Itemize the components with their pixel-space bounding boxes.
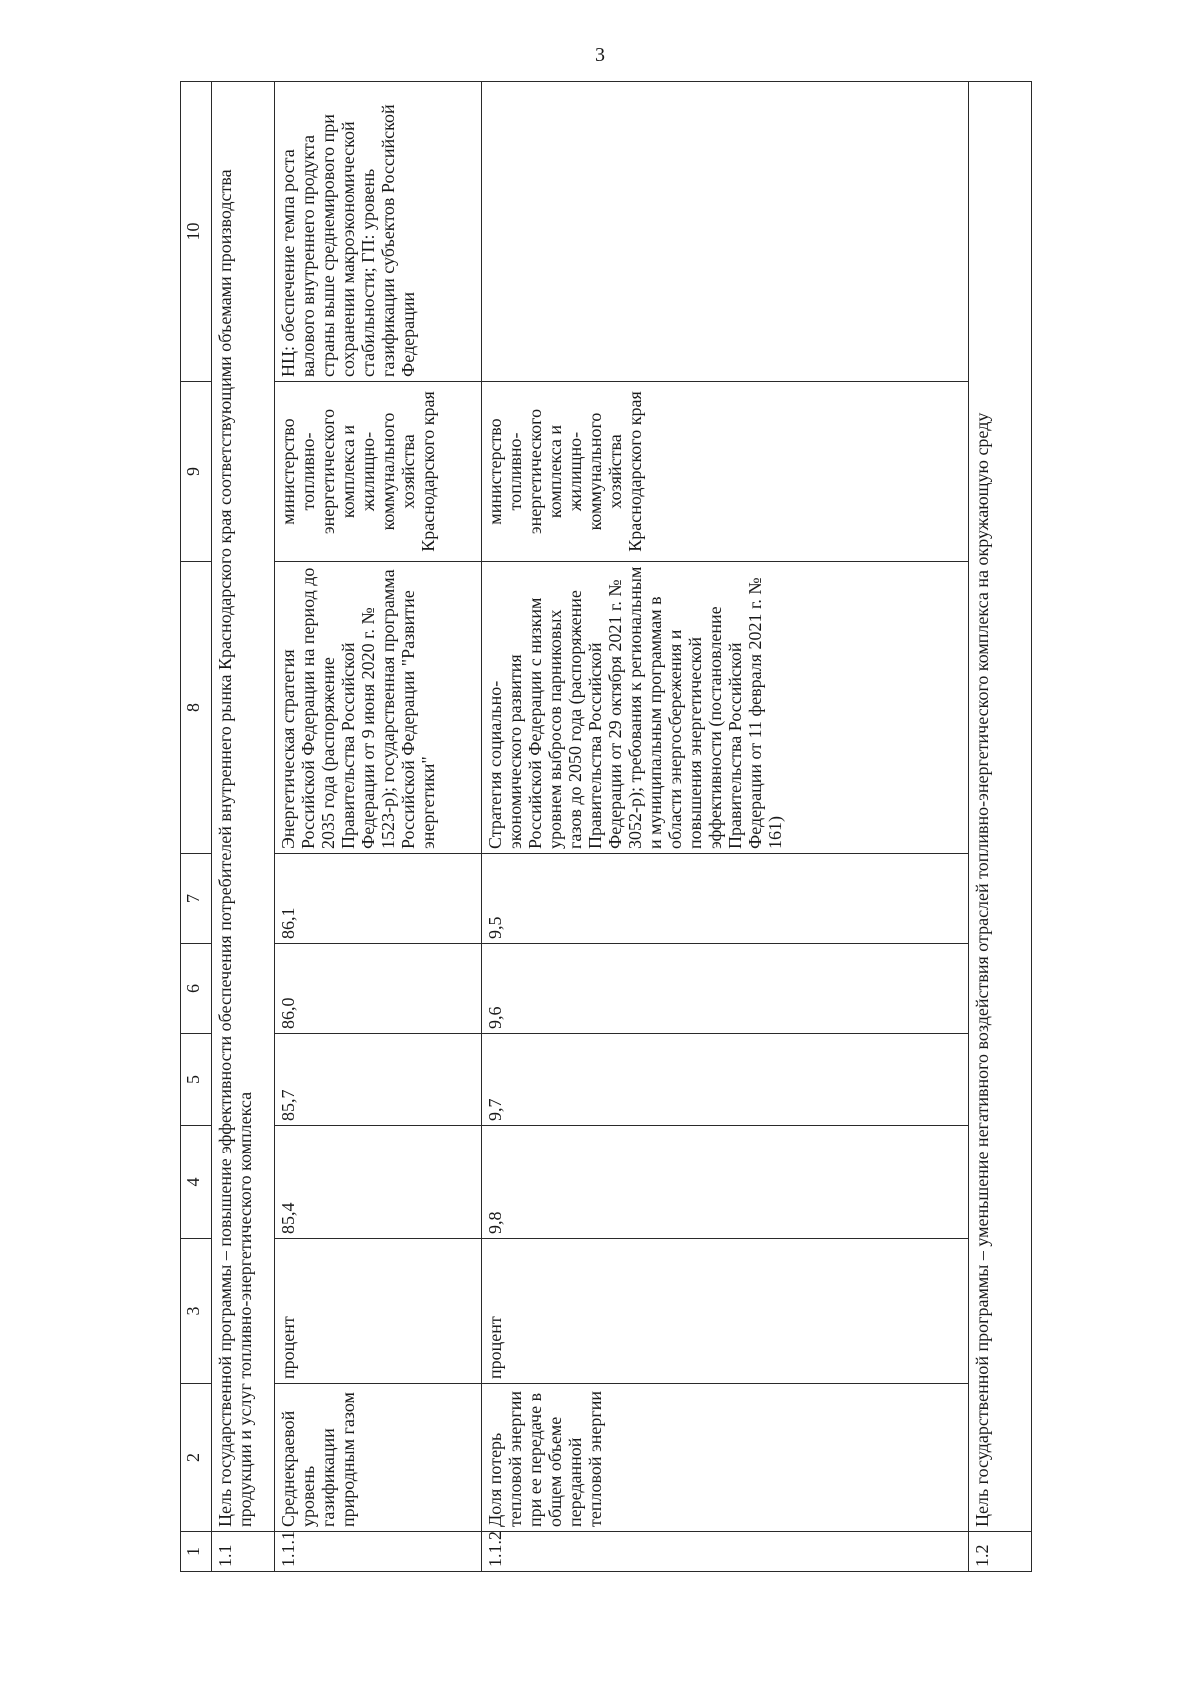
basis-cell: Энергетическая стратегия Российской Федерации на период до 2035 года (распоряжение Правительства Российской Федерации от 9 июня 2020 г. № 1523-р); государственная программа Российской Федерации "Развитие энергетики"	[275, 562, 482, 854]
value-cell: 86,1	[275, 854, 482, 944]
goal-row	[969, 82, 1032, 1572]
value-cell: 86,0	[275, 944, 482, 1034]
header-cell: 7	[181, 854, 212, 944]
basis-cell: Стратегия социально-экономического развития Российской Федерации с низким уровнем выбросов парниковых газов до 2050 года (распоряжение Правительства Российской Федерации от 29 октября 2021 г. № 3052-р); требования к региональным и муниципальным программам в области энергосбережения и повышения энергетической эффективности (постановление Правительства Российской Федерации от 11 февраля 2021 г. № 161)	[482, 562, 969, 854]
page-number: 3	[595, 44, 605, 66]
goal-number: 1.2	[969, 1532, 1032, 1572]
header-cell: 8	[181, 562, 212, 854]
table-row	[275, 82, 482, 1572]
row-number: 1.1.1	[275, 1532, 482, 1572]
header-cell: 4	[181, 1126, 212, 1239]
indicators-table	[180, 81, 1032, 1572]
value-cell: 85,7	[275, 1034, 482, 1126]
header-cell: 9	[181, 382, 212, 562]
responsible-cell: министерство топливно-энергетического комплекса и жилищно-коммунального хозяйства Краснодарского края	[275, 382, 482, 562]
value-cell: 9,7	[482, 1034, 969, 1126]
goal-text: Цель государственной программы – повышение эффективности обеспечения потребителей внутреннего рынка Краснодарского края соответствующими объемами производства продукции и услуг топливно-энергетического комплекса	[212, 82, 275, 1532]
value-cell: 9,5	[482, 854, 969, 944]
header-cell: 1	[181, 1532, 212, 1572]
value-cell: 9,8	[482, 1126, 969, 1239]
table-frame	[180, 82, 1140, 1572]
goal-row	[212, 82, 275, 1572]
header-cell: 3	[181, 1239, 212, 1384]
value-cell: 85,4	[275, 1126, 482, 1239]
unit-cell: процент	[482, 1239, 969, 1384]
table-row	[482, 82, 969, 1572]
header-cell: 6	[181, 944, 212, 1034]
header-cell: 5	[181, 1034, 212, 1126]
indicator-name: Доля потерь тепловой энергии при ее передаче в общем объеме переданной тепловой энергии	[482, 1384, 969, 1532]
goal-number: 1.1	[212, 1532, 275, 1572]
link-cell: НЦ: обеспечение темпа роста валового внутреннего продукта страны выше среднемирового при сохранении макроэкономической стабильности; ГП: уровень газификации субъектов Российской Федерации	[275, 82, 482, 382]
link-cell	[482, 82, 969, 382]
indicator-name: Среднекраевой уровень газификации природным газом	[275, 1384, 482, 1532]
row-number: 1.1.2	[482, 1532, 969, 1572]
value-cell: 9,6	[482, 944, 969, 1034]
header-row	[181, 82, 212, 1572]
header-cell: 2	[181, 1384, 212, 1532]
unit-cell: процент	[275, 1239, 482, 1384]
header-cell: 10	[181, 82, 212, 382]
goal-text: Цель государственной программы – уменьшение негативного воздействия отраслей топливно-энергетического комплекса на окружающую среду	[969, 82, 1032, 1532]
responsible-cell: министерство топливно-энергетического комплекса и жилищно-коммунального хозяйства Краснодарского края	[482, 382, 969, 562]
rotated-table-container	[180, 82, 1140, 1572]
